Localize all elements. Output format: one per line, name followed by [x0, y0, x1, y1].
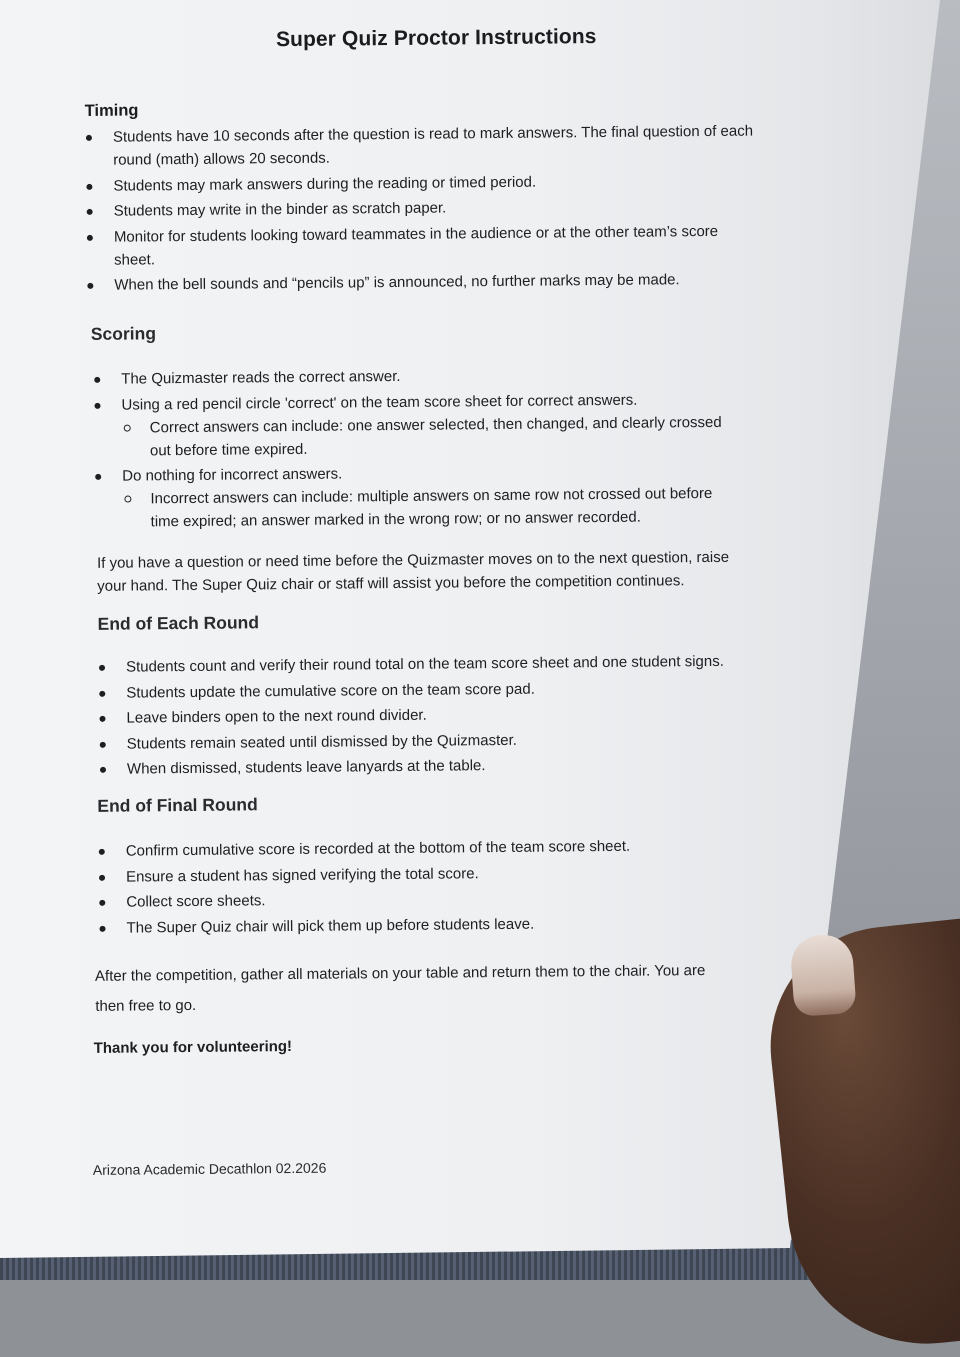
- document-title: Super Quiz Proctor Instructions: [275, 25, 597, 52]
- question-note: If you have a question or need time before the Quizmaster moves on to the next question, raise your hand. The Super Quiz chair or staff will assist you before the competition continues.: [96, 548, 730, 595]
- list-item: Collect score sheets.: [96, 885, 716, 914]
- list-item: Students have 10 seconds after the question is read to mark answers. The final question of each round (math) allows 20 seconds.: [83, 119, 763, 172]
- list-item-text: Do nothing for incorrect answers.: [122, 465, 343, 485]
- heading-scoring: Scoring: [90, 323, 157, 344]
- list-item: When the bell sounds and “pencils up” is announced, no further marks may be made.: [84, 267, 764, 297]
- list-item: [91, 387, 732, 462]
- list-item: Students may write in the binder as scratch paper.: [84, 193, 764, 223]
- thumbnail-nail: [789, 933, 856, 1017]
- list-item: Monitor for students looking toward teammates in the audience or at the other team’s score sheet.: [84, 219, 764, 272]
- timing-list: [83, 119, 765, 299]
- list-item-text: Using a red pencil circle 'correct' on the team score sheet for correct answers.: [121, 391, 638, 414]
- list-item: Leave binders open to the next round divider.: [96, 701, 756, 730]
- list-item: The Super Quiz chair will pick them up before students leave.: [96, 910, 716, 939]
- heading-end-of-each-round: End of Each Round: [97, 612, 260, 634]
- list-item: Students update the cumulative score on the team score pad.: [96, 675, 756, 704]
- list-item: Confirm cumulative score is recorded at the bottom of the team score sheet.: [96, 834, 716, 863]
- list-item: Students remain seated until dismissed by the Quizmaster.: [97, 726, 757, 755]
- list-item: When dismissed, students leave lanyards at the table.: [97, 752, 757, 781]
- list-item: [92, 459, 733, 534]
- list-item: The Quizmaster reads the correct answer.: [91, 362, 731, 391]
- list-item: Ensure a student has signed verifying the total score.: [96, 859, 716, 888]
- closing-instructions: After the competition, gather all materials on your table and return them to the chair. You are then free to go.: [94, 962, 706, 1015]
- end-round-list: [96, 650, 757, 784]
- heading-timing: Timing: [84, 101, 139, 120]
- list-item: Students may mark answers during the reading or timed period.: [83, 168, 763, 198]
- scoring-list: [91, 362, 733, 537]
- list-item: Students count and verify their round total on the team score sheet and one student signs.: [96, 650, 756, 679]
- final-round-list: [96, 834, 717, 942]
- thank-you-note: Thank you for volunteering!: [93, 1038, 293, 1057]
- sub-list: [122, 410, 732, 462]
- sub-list-item: Incorrect answers can include: multiple answers on same row not crossed out before time expired; an answer marked in the wrong row; or no answer recorded.: [122, 482, 732, 534]
- document-footer: Arizona Academic Decathlon 02.2026: [92, 1159, 327, 1178]
- sub-list: [122, 482, 732, 534]
- heading-end-of-final-round: End of Final Round: [97, 794, 258, 816]
- sub-list-item: Correct answers can include: one answer selected, then changed, and clearly crossed out before time expired.: [122, 410, 732, 462]
